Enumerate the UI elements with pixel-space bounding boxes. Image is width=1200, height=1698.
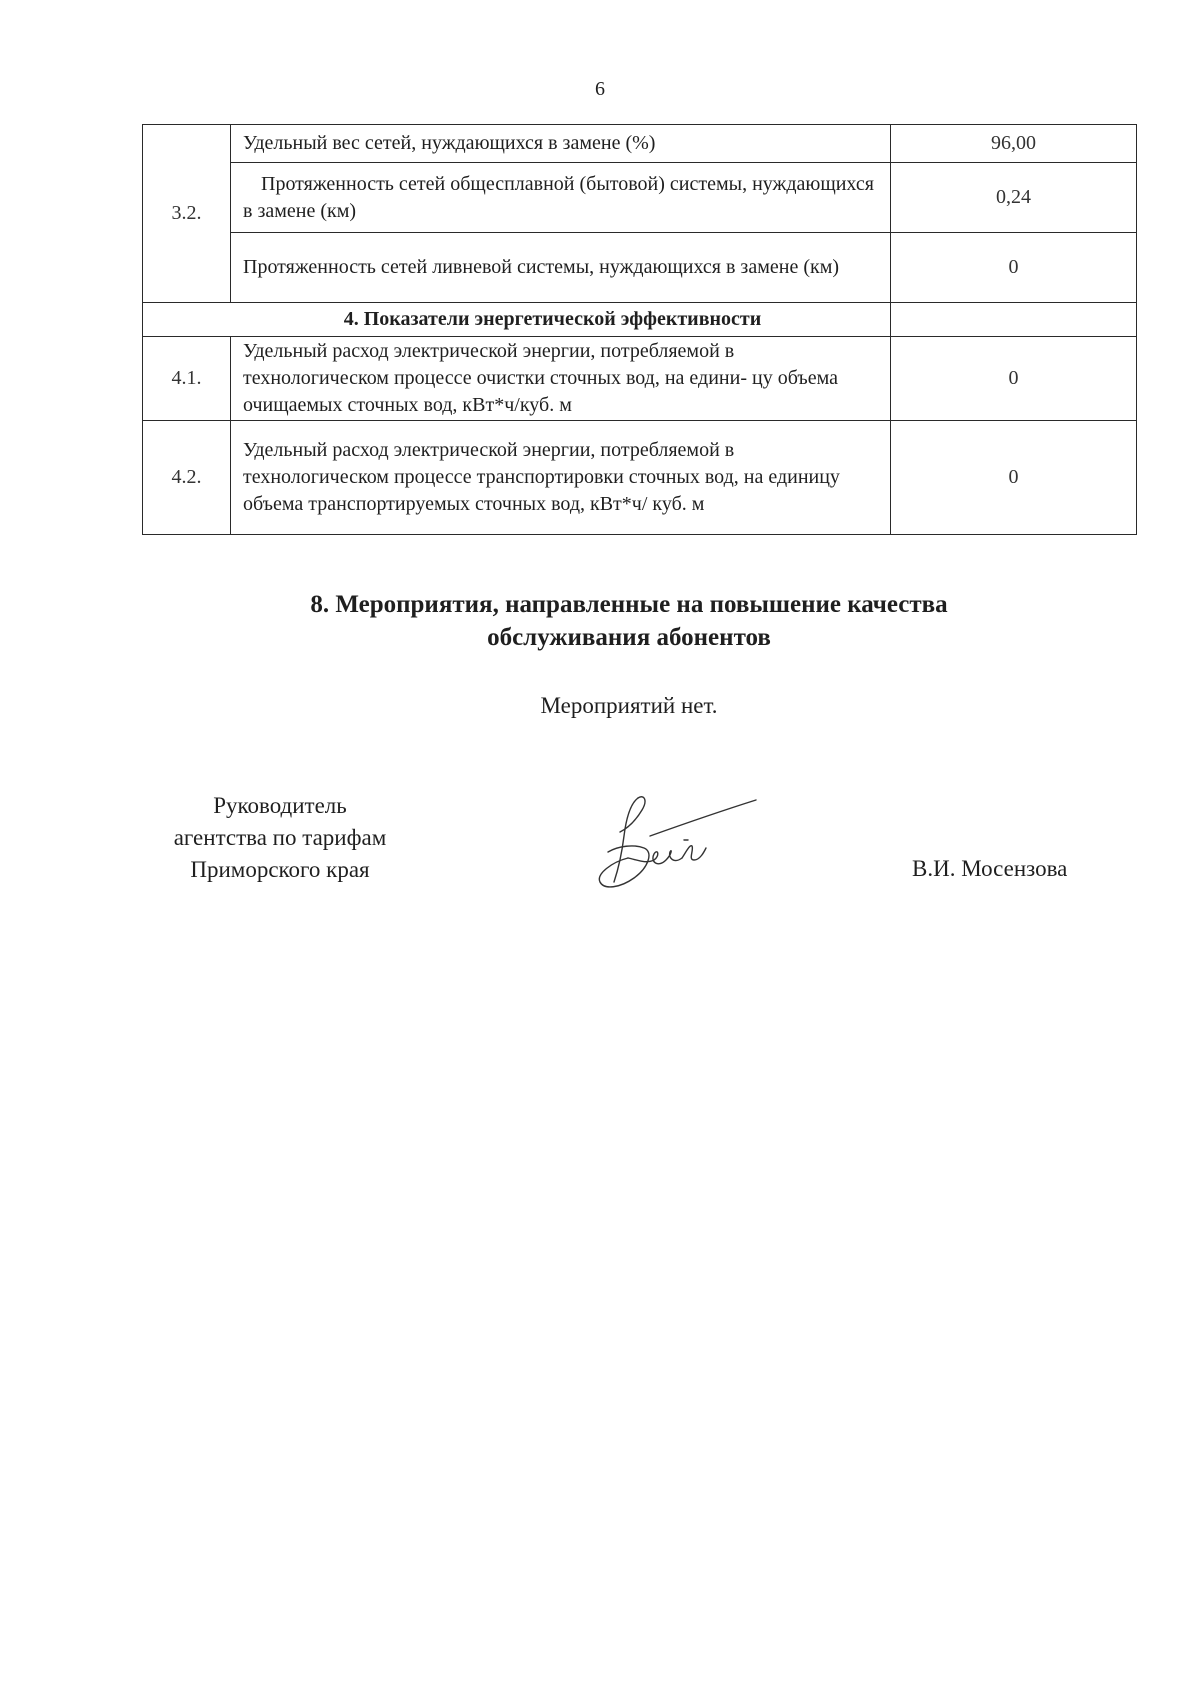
section-4-title: 4. Показатели энергетической эффективности	[143, 303, 891, 337]
row-number-3-2: 3.2.	[143, 125, 231, 303]
row-number-4-1: 4.1.	[143, 337, 231, 421]
row-value: 96,00	[891, 125, 1137, 163]
row-value: 0	[891, 421, 1137, 535]
handwritten-signature	[568, 790, 768, 900]
row-number-4-2: 4.2.	[143, 421, 231, 535]
section-4-value	[891, 303, 1137, 337]
section-header-row	[143, 303, 1137, 337]
section-8-heading	[0, 588, 1200, 654]
table-row	[143, 421, 1137, 535]
table-row	[143, 163, 1137, 233]
section-8-heading-line: 8. Мероприятия, направленные на повышение качества	[310, 591, 948, 618]
row-description: Протяженность сетей ливневой системы, нуждающихся в замене (км)	[231, 233, 891, 303]
section-8-heading-line: обслуживания абонентов	[487, 624, 771, 651]
table-row	[143, 337, 1137, 421]
indicators-table	[142, 124, 1137, 535]
row-description: Удельный расход электрической энергии, потребляемой в технологическом процессе транспортировки сточных вод, на единицу объема транспортируемых сточных вод, кВт*ч/ куб. м	[231, 421, 891, 535]
row-value: 0	[891, 337, 1137, 421]
signer-title-line: Приморского края	[190, 857, 370, 882]
signer-title-line: Руководитель	[213, 793, 347, 818]
signer-title-line: агентства по тарифам	[173, 825, 387, 850]
row-description: Удельный расход электрической энергии, потребляемой в технологическом процессе очистки сточных вод, на едини- цу объема очищаемых сточных вод, кВт*ч/куб. м	[231, 337, 891, 421]
signer-name: В.И. Мосензова	[912, 856, 1068, 881]
row-description: Удельный вес сетей, нуждающихся в замене (%)	[231, 125, 891, 163]
table-row	[143, 125, 1137, 163]
row-description-text: Протяженность сетей общесплавной (бытовой) системы, нуждающихся в замене (км)	[243, 172, 874, 222]
row-description	[231, 163, 891, 233]
page-number: 6	[595, 78, 605, 100]
table-row	[143, 233, 1137, 303]
row-value: 0,24	[891, 163, 1137, 233]
no-measures-note: Мероприятий нет.	[540, 693, 718, 718]
signer-title	[130, 790, 430, 886]
row-value: 0	[891, 233, 1137, 303]
